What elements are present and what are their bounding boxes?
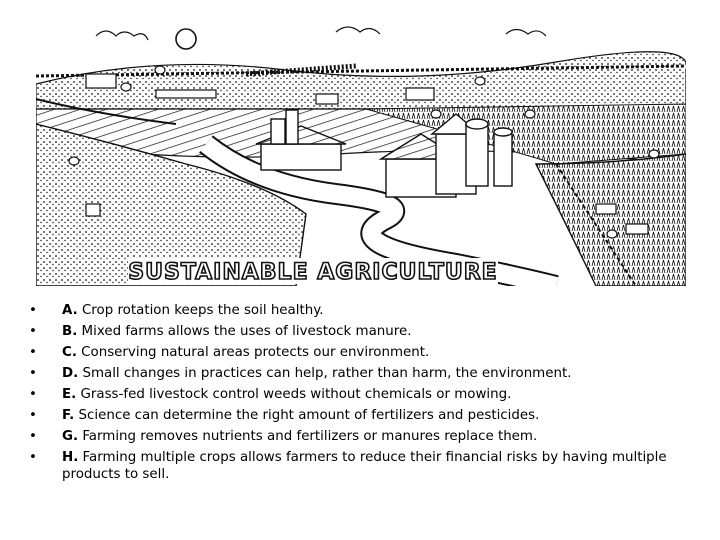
farm-illustration xyxy=(36,14,686,286)
point-text: Grass-fed livestock control weeds without chemicals or mowing. xyxy=(76,387,512,402)
point-text: Science can determine the right amount of fertilizers and pesticides. xyxy=(74,408,540,423)
bullet-icon: • xyxy=(29,324,37,339)
point-text: Farming removes nutrients and fertilizers or manures replace them. xyxy=(78,429,538,444)
point-text: Crop rotation keeps the soil healthy. xyxy=(77,303,324,318)
list-item xyxy=(26,365,676,382)
point-letter: F. xyxy=(62,408,75,423)
list-item xyxy=(26,428,676,445)
bullet-icon: • xyxy=(29,450,37,465)
title-banner xyxy=(128,258,498,285)
list-item xyxy=(26,344,676,361)
point-text: Mixed farms allows the uses of livestock manure. xyxy=(77,324,412,339)
list-item xyxy=(26,449,676,483)
list-item xyxy=(26,302,676,319)
bullet-icon: • xyxy=(29,345,37,360)
point-letter: C. xyxy=(62,345,77,360)
list-item xyxy=(26,323,676,340)
point-letter: G. xyxy=(62,429,79,444)
bullet-icon: • xyxy=(29,387,37,402)
point-letter: H. xyxy=(62,450,79,465)
list-item xyxy=(26,407,676,424)
list-item xyxy=(26,386,676,403)
bullet-icon: • xyxy=(29,429,37,444)
sun-icon xyxy=(176,29,196,49)
point-text: Conserving natural areas protects our environment. xyxy=(76,345,430,360)
point-text: Small changes in practices can help, rather than harm, the environment. xyxy=(78,366,572,381)
banner-title: SUSTAINABLE AGRICULTURE xyxy=(128,260,498,285)
sustainability-points-list xyxy=(26,302,676,487)
point-letter: B. xyxy=(62,324,78,339)
bullet-icon: • xyxy=(29,408,37,423)
point-text: Farming multiple crops allows farmers to reduce their financial risks by having multiple products to sell. xyxy=(62,450,667,482)
bullet-icon: • xyxy=(29,303,37,318)
point-letter: A. xyxy=(62,303,78,318)
point-letter: D. xyxy=(62,366,79,381)
bullet-icon: • xyxy=(29,366,37,381)
point-letter: E. xyxy=(62,387,77,402)
